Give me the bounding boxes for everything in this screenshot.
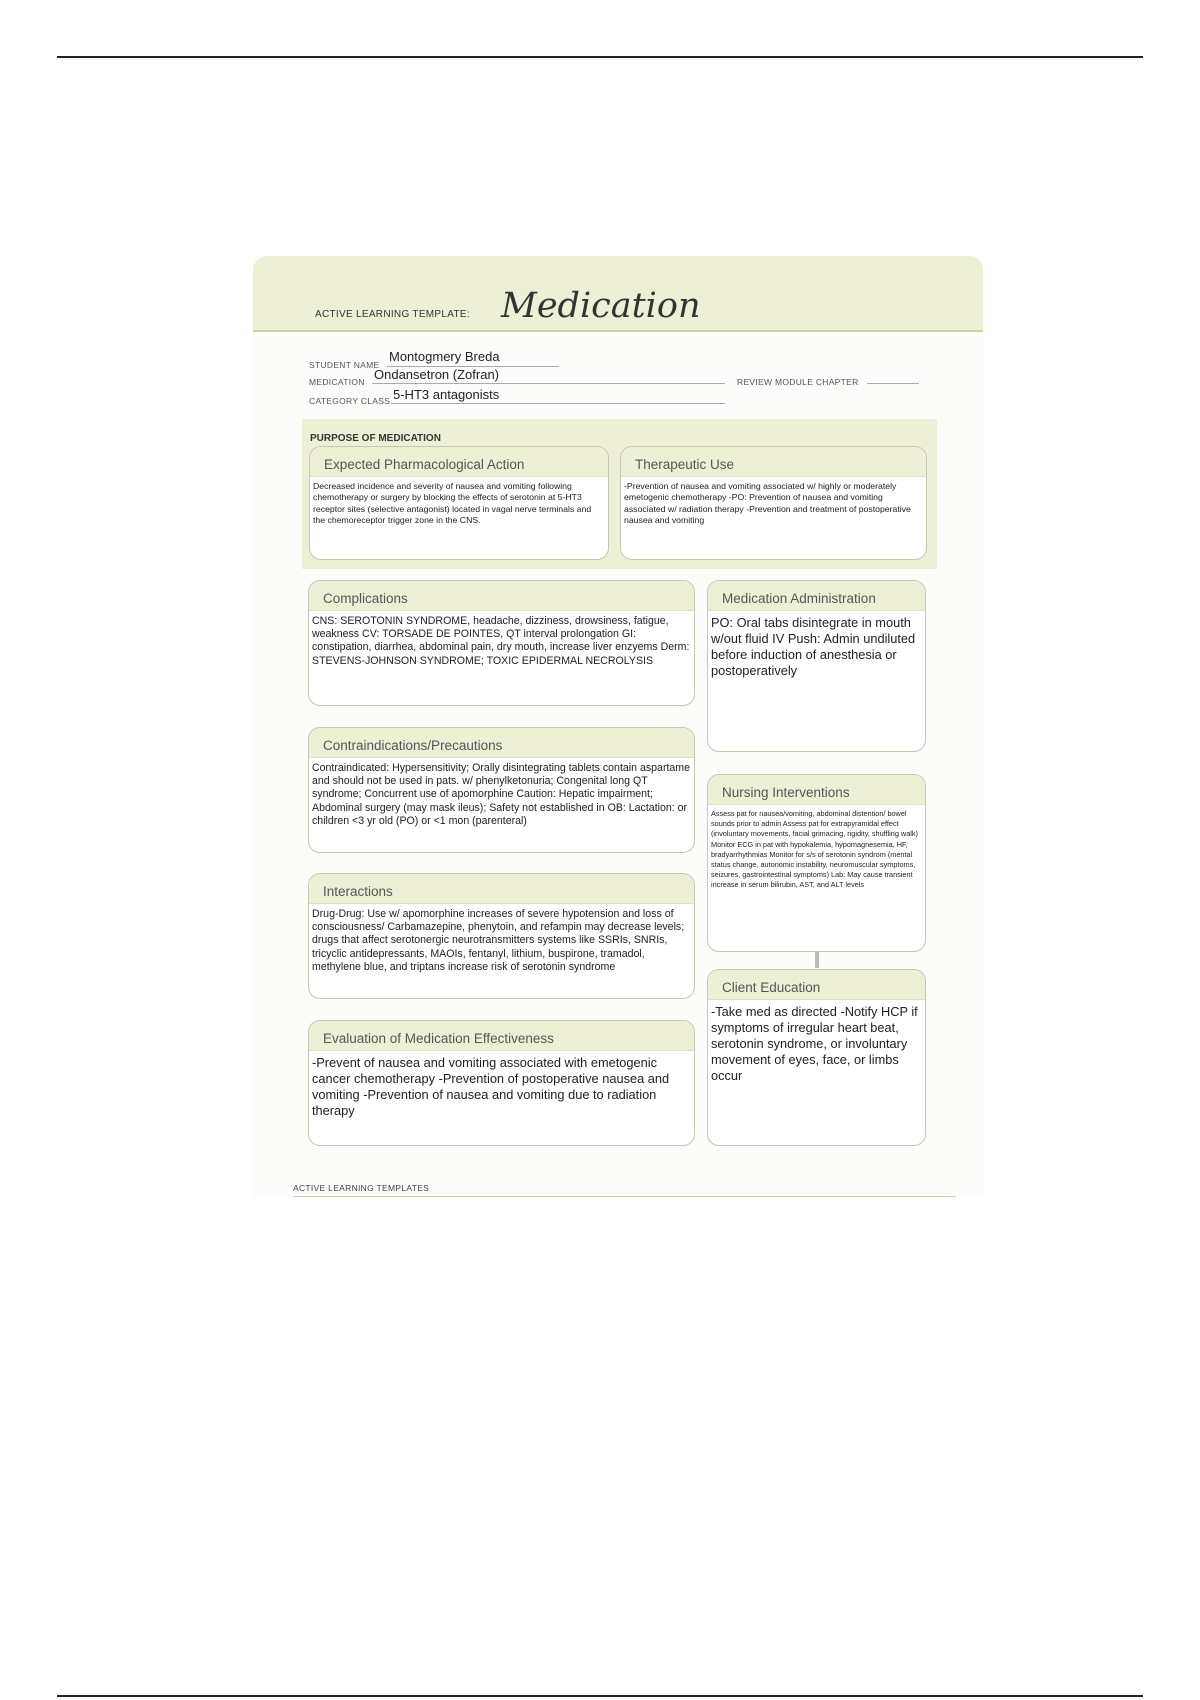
complications-title: Complications <box>309 581 694 611</box>
template-header <box>253 256 983 332</box>
complications-card <box>308 580 695 706</box>
nursing-interventions-text[interactable]: Assess pat for nausea/vomiting, abdominal distention/ bowel sounds prior to admin Assess pat for extrapyramidal effect (involuntary movements, facial grimacing, rigidity, shuffling walk) Monitor ECG in pat with hypokalemia, hypomagnesemia, HF, bradyarrhythmias Monitor for s/s of serotonin syndrom (mental status change, autonomic instability, neuromuscular symptoms, seizures, gastrointestinal symptoms) Lab: May cause transient increase in serum bilirubin, AST, and ALT levels <box>711 809 918 890</box>
medication-value[interactable]: Ondansetron (Zofran) <box>374 367 500 382</box>
therapeutic-use-title: Therapeutic Use <box>621 447 926 477</box>
category-label: CATEGORY CLASS <box>309 396 391 406</box>
page-bottom-rule <box>57 1695 1143 1697</box>
interactions-text[interactable]: Drug-Drug: Use w/ apomorphine increases of severe hypotension and loss of consciousness/ Carbamazepine, phenytoin, and refampin may decrease levels; drugs that affect serotonergic neurotransmitters systems like SSRIs, SNRIs, tricyclic antidepressants, MAOIs, fentanyl, lithium, buspirone, tramadol, methylene blue, and triptans increase risk of serotonin syndrome <box>312 908 685 973</box>
nursing-education-connector <box>815 952 819 968</box>
contraindications-text[interactable]: Contraindicated: Hypersensitivity; Orally disintegrating tablets contain aspartame and should not be used in pats. w/ phenylketonuria; Congenital long QT syndrome; Concurrent use of apomorphine Caution: Hepatic impairment; Abdominal surgery (may mask ileus); Safety not established in OB: Lactation: or children <3 yr old (PO) or <1 mon (parenteral) <box>312 762 691 827</box>
client-education-text[interactable]: -Take med as directed -Notify HCP if symptoms of irregular heart beat, serotonin syndrome, or involuntary movement of eyes, face, or limbs occur <box>711 1004 918 1083</box>
expected-action-text[interactable]: Decreased incidence and severity of nausea and vomiting following chemotherapy or surgery by blocking the effects of serotonin at 5-HT3 receptor sites (selective antagonist) located in vagal nerve terminals and the chemoreceptor trigger zone in the CNS. <box>313 481 592 525</box>
medication-label: MEDICATION <box>309 377 365 387</box>
contraindications-card <box>308 727 695 853</box>
page-top-rule <box>57 56 1143 58</box>
purpose-title: PURPOSE OF MEDICATION <box>310 433 441 444</box>
administration-title: Medication Administration <box>708 581 925 611</box>
client-education-card <box>707 969 926 1146</box>
student-name-value[interactable]: Montogmery Breda <box>389 349 500 364</box>
complications-text[interactable]: CNS: SEROTONIN SYNDROME, headache, dizziness, drowsiness, fatigue, weakness CV: TORSADE DE POINTES, QT interval prolongation GI: constipation, diarrhea, abdominal pain, dry mouth, increase liver enzyems Derm: STEVENS-JOHNSON SYNDROME; TOXIC EPIDERMAL NECROLYSIS <box>312 615 690 667</box>
category-value[interactable]: 5-HT3 antagonists <box>393 387 500 402</box>
template-title: Medication <box>501 286 701 326</box>
medication-line <box>372 383 725 384</box>
review-module-line[interactable] <box>867 383 919 384</box>
medication-template <box>253 256 983 1198</box>
interactions-title: Interactions <box>309 874 694 904</box>
category-line <box>391 403 725 404</box>
client-education-title: Client Education <box>708 970 925 1000</box>
administration-text[interactable]: PO: Oral tabs disintegrate in mouth w/out fluid IV Push: Admin undiluted before induction of anesthesia or postoperatively <box>711 615 916 678</box>
interactions-card <box>308 873 695 999</box>
contraindications-title: Contraindications/Precautions <box>309 728 694 758</box>
therapeutic-use-text[interactable]: -Prevention of nausea and vomiting associated w/ highly or moderately emetogenic chemotherapy -PO: Prevention of nausea and vomiting associated w/ radiation therapy -Prevention and treatment of postoperative nausea and vomiting <box>624 481 911 525</box>
evaluation-text[interactable]: -Prevent of nausea and vomiting associated with emetogenic cancer chemotherapy -Prevention of postoperative nausea and vomiting -Prevention of nausea and vomiting due to radiation therapy <box>312 1055 670 1118</box>
student-name-label: STUDENT NAME <box>309 360 380 370</box>
therapeutic-use-card <box>620 446 927 560</box>
evaluation-title: Evaluation of Medication Effectiveness <box>309 1021 694 1051</box>
template-label: ACTIVE LEARNING TEMPLATE: <box>315 309 470 320</box>
expected-action-title: Expected Pharmacological Action <box>310 447 608 477</box>
review-module-label: REVIEW MODULE CHAPTER <box>737 377 859 387</box>
expected-action-card <box>309 446 609 560</box>
administration-card <box>707 580 926 752</box>
nursing-interventions-card <box>707 774 926 952</box>
footer-rule <box>293 1196 956 1197</box>
evaluation-card <box>308 1020 695 1146</box>
nursing-interventions-title: Nursing Interventions <box>708 775 925 805</box>
footer-label: ACTIVE LEARNING TEMPLATES <box>293 1183 430 1193</box>
